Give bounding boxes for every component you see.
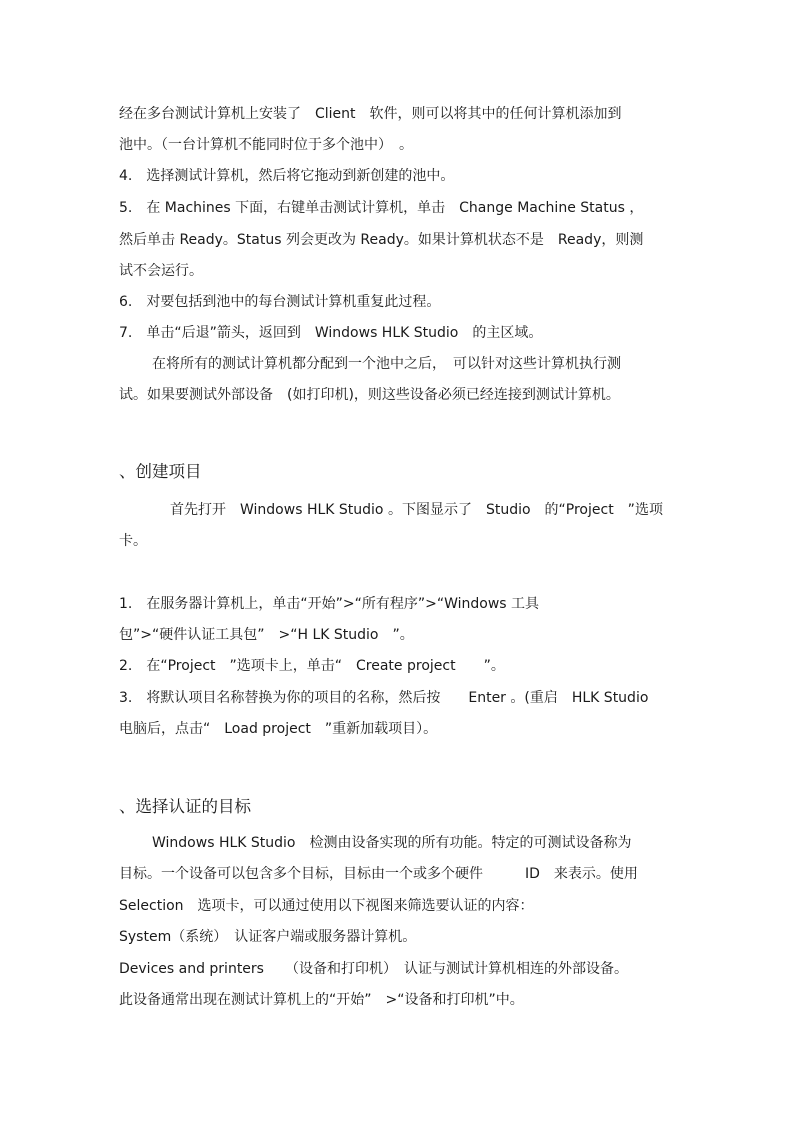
list-item: 7. 单击“后退”箭头，返回到 Windows HLK Studio 的主区域。 [119, 325, 543, 341]
list-item: 3. 将默认项目名称替换为你的项目的名称，然后按 Enter 。(重启 HLK Studio [119, 690, 649, 706]
list-item: 5. 在 Machines 下面，右键单击测试计算机，单击 Change Machine Status ， [119, 200, 644, 216]
text-line: Selection 选项卡，可以通过使用以下视图来筛选要认证的内容： [119, 898, 534, 914]
section-heading-create-project: 、创建项目 [119, 462, 202, 481]
section-heading-select-target: 、选择认证的目标 [119, 797, 251, 816]
text-line: 电脑后，点击“ Load project ”重新加载项目）。 [119, 721, 438, 737]
list-item: 6. 对要包括到池中的每台测试计算机重复此过程。 [119, 294, 441, 310]
list-item: 4. 选择测试计算机，然后将它拖动到新创建的池中。 [119, 168, 455, 184]
paragraph-line: 在将所有的测试计算机都分配到一个池中之后， 可以针对这些计算机执行测 [152, 356, 621, 372]
text-line: 试。如果要测试外部设备 (如打印机)，则这些设备必须已经连接到测试计算机。 [119, 387, 620, 403]
text-line: Devices and printers （设备和打印机） 认证与测试计算机相连的外部设备。 [119, 961, 628, 977]
text-line: 然后单击 Ready。Status 列会更改为 Ready。如果计算机状态不是 Ready，则测 [119, 232, 644, 248]
text-line: 包”>“硬件认证工具包” >“H LK Studio ”。 [119, 627, 414, 643]
text-line: 此设备通常出现在测试计算机上的“开始” >“设备和打印机”中。 [119, 992, 524, 1008]
paragraph-line: 首先打开 Windows HLK Studio 。下图显示了 Studio 的“Project ”选项 [170, 502, 663, 518]
paragraph-line: Windows HLK Studio 检测由设备实现的所有功能。特定的可测试设备称为 [152, 835, 632, 851]
list-item: 1. 在服务器计算机上，单击“开始”>“所有程序”>“Windows 工具 [119, 596, 540, 612]
text-line: 池中。（一台计算机不能同时位于多个池中） 。 [119, 137, 413, 153]
text-line: 卡。 [119, 533, 147, 549]
list-item: 2. 在“Project ”选项卡上，单击“ Create project ”。 [119, 658, 505, 674]
text-line: 试不会运行。 [119, 263, 203, 279]
text-line: 目标。一个设备可以包含多个目标，目标由一个或多个硬件 ID 来表示。使用 [119, 866, 638, 882]
text-line: 经在多台测试计算机上安装了 Client 软件，则可以将其中的任何计算机添加到 [119, 106, 622, 122]
text-line: System（系统） 认证客户端或服务器计算机。 [119, 929, 417, 945]
